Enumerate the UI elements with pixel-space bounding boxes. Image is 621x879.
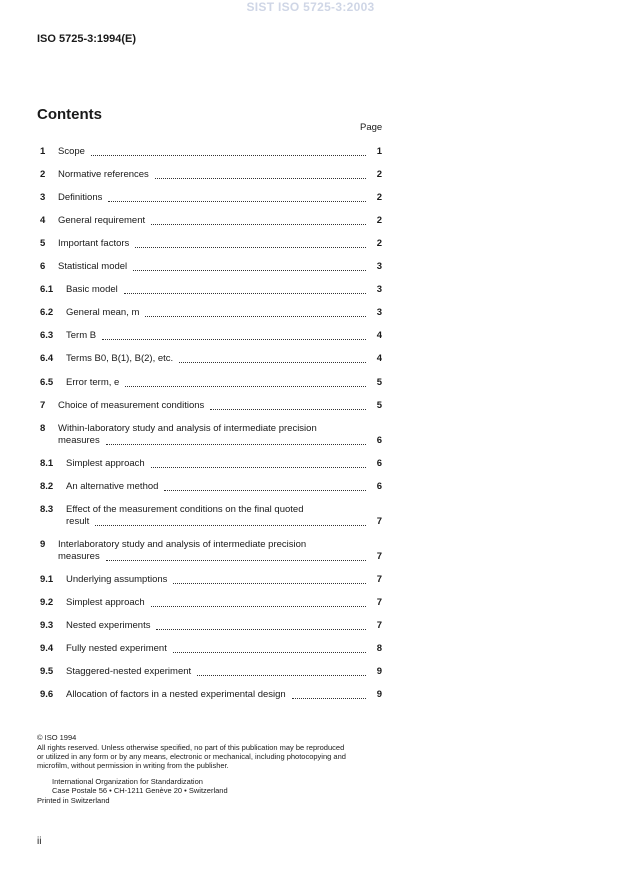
toc-entry-title: Simplest approach [66, 597, 145, 608]
dot-leader [173, 575, 366, 584]
toc-entry-page: 7 [376, 574, 382, 585]
toc-entry[interactable] [40, 643, 382, 655]
dot-leader [133, 262, 366, 271]
toc-entry-page: 9 [376, 666, 382, 677]
dot-leader [164, 482, 366, 491]
toc-entry-title: Term B [66, 330, 97, 341]
toc-entry[interactable] [40, 504, 382, 528]
toc-entry-title-line-1: Effect of the measurement conditions on the final quoted [66, 504, 304, 515]
toc-entry[interactable] [40, 574, 382, 586]
toc-entry-page: 6 [376, 458, 382, 469]
dot-leader [210, 401, 366, 410]
toc-entry-page: 7 [376, 516, 382, 527]
toc-entry[interactable] [40, 666, 382, 678]
toc-entry[interactable] [40, 284, 382, 296]
toc-entry-number: 8.2 [40, 481, 54, 492]
toc-entry-page: 4 [376, 330, 382, 341]
toc-entry[interactable] [40, 597, 382, 609]
toc-entry-title: Simplest approach [66, 458, 145, 469]
watermark: SIST ISO 5725-3:2003 [246, 0, 375, 14]
toc-entry-title: General mean, m [66, 307, 140, 318]
toc-entry-title: Statistical model [58, 261, 128, 272]
toc-entry-title: Terms B0, B(1), B(2), etc. [66, 353, 174, 364]
dot-leader [151, 459, 366, 468]
dot-leader [125, 378, 366, 387]
dot-leader [145, 308, 366, 317]
toc-entry[interactable] [40, 377, 382, 389]
toc-entry-page: 2 [376, 238, 382, 249]
dot-leader [108, 193, 366, 202]
toc-entry[interactable] [40, 620, 382, 632]
toc-entry-number: 6 [40, 261, 46, 272]
toc-entry-page: 7 [376, 620, 382, 631]
dot-leader [106, 436, 366, 445]
toc-entry-title: Underlying assumptions [66, 574, 168, 585]
dot-leader [292, 690, 366, 699]
toc-entry-page: 7 [376, 551, 382, 562]
toc-entry-title: Definitions [58, 192, 103, 203]
toc-entry-page: 3 [376, 284, 382, 295]
rights-line-3: microfilm, without permission in writing from the publisher. [37, 761, 229, 770]
toc-entry-number: 7 [40, 400, 46, 411]
toc-entry-number: 8.1 [40, 458, 54, 469]
toc-entry-number: 1 [40, 146, 46, 157]
toc-entry-number: 9 [40, 539, 46, 550]
toc-entry-title: Choice of measurement conditions [58, 400, 205, 411]
toc-entry-page: 5 [376, 377, 382, 388]
toc-entry-title-line-1: Within-laboratory study and analysis of intermediate precision [58, 423, 317, 434]
toc-entry-number: 9.5 [40, 666, 54, 677]
toc-entry-page: 2 [376, 192, 382, 203]
dot-leader [179, 354, 366, 363]
dot-leader [173, 644, 366, 653]
toc-entry[interactable] [40, 481, 382, 493]
rights-line-2: or utilized in any form or by any means, electronic or mechanical, including photocopying and [37, 752, 346, 761]
toc-entry-number: 2 [40, 169, 46, 180]
toc-entry-number: 6.5 [40, 377, 54, 388]
dot-leader [197, 667, 366, 676]
toc-entry-page: 5 [376, 400, 382, 411]
toc-entry-page: 3 [376, 307, 382, 318]
dot-leader [151, 216, 366, 225]
toc-entry-number: 9.1 [40, 574, 54, 585]
toc-entry-title: Allocation of factors in a nested experimental design [66, 689, 286, 700]
toc-entry-page: 2 [376, 215, 382, 226]
dot-leader [95, 517, 366, 526]
organization-address: Case Postale 56 • CH-1211 Genève 20 • Switzerland [52, 786, 228, 795]
toc-entry[interactable] [40, 261, 382, 273]
toc-entry-page: 3 [376, 261, 382, 272]
contents-title: Contents [37, 106, 102, 123]
dot-leader [91, 147, 366, 156]
toc-entry-number: 6.3 [40, 330, 54, 341]
document-id: ISO 5725-3:1994(E) [37, 33, 137, 45]
toc-entry-title: An alternative method [66, 481, 159, 492]
toc-entry-title: Staggered-nested experiment [66, 666, 192, 677]
dot-leader [124, 285, 366, 294]
toc-entry[interactable] [40, 458, 382, 470]
toc-entry-number: 6.2 [40, 307, 54, 318]
toc-entry-page: 4 [376, 353, 382, 364]
toc-entry-title-line-2: result [66, 516, 90, 527]
toc-entry-number: 8.3 [40, 504, 54, 515]
toc-entry[interactable] [40, 238, 382, 250]
dot-leader [156, 621, 366, 630]
toc-entry[interactable] [40, 330, 382, 342]
organization-name: International Organization for Standardization [52, 777, 203, 786]
toc-entry-number: 4 [40, 215, 46, 226]
page-number: ii [37, 836, 42, 847]
toc-entry-title: Scope [58, 146, 85, 157]
toc-entry[interactable] [40, 423, 382, 447]
toc-entry-number: 6.4 [40, 353, 54, 364]
toc-entry-page: 6 [376, 481, 382, 492]
toc-entry-title: Nested experiments [66, 620, 151, 631]
toc-entry[interactable] [40, 400, 382, 412]
toc-entry-page: 7 [376, 597, 382, 608]
toc-entry[interactable] [40, 192, 382, 204]
copyright-notice: © ISO 1994 [37, 733, 77, 742]
toc-entry-number: 9.6 [40, 689, 54, 700]
toc-entry-page: 8 [376, 643, 382, 654]
toc-entry-title-line-2: measures [58, 551, 100, 562]
toc-entry-number: 9.4 [40, 643, 54, 654]
toc-entry[interactable] [40, 353, 382, 365]
toc-entry[interactable] [40, 169, 382, 181]
toc-entry-number: 3 [40, 192, 46, 203]
toc-entry-title: Fully nested experiment [66, 643, 167, 654]
toc-entry-page: 6 [376, 435, 382, 446]
toc-entry[interactable] [40, 307, 382, 319]
dot-leader [135, 239, 366, 248]
dot-leader [155, 170, 366, 179]
toc-entry-number: 5 [40, 238, 46, 249]
toc-entry-title: Important factors [58, 238, 130, 249]
toc-entry-title-line-1: Interlaboratory study and analysis of intermediate precision [58, 539, 307, 550]
toc-entry-number: 9.3 [40, 620, 54, 631]
toc-entry[interactable] [40, 689, 382, 701]
toc-entry[interactable] [40, 539, 382, 563]
toc-entry-number: 8 [40, 423, 46, 434]
printed-in: Printed in Switzerland [37, 796, 110, 805]
toc-entry-page: 9 [376, 689, 382, 700]
page-column-label: Page [360, 122, 383, 133]
toc-entry-title: Error term, e [66, 377, 120, 388]
toc-entry[interactable] [40, 146, 382, 158]
toc-entry-title-line-2: measures [58, 435, 100, 446]
dot-leader [106, 552, 366, 561]
toc-entry-title: General requirement [58, 215, 146, 226]
toc-entry-page: 2 [376, 169, 382, 180]
dot-leader [151, 598, 366, 607]
toc-entry-title: Basic model [66, 284, 118, 295]
toc-entry[interactable] [40, 215, 382, 227]
rights-line-1: All rights reserved. Unless otherwise specified, no part of this publication may be reproduced [37, 743, 345, 752]
toc-entry-title: Normative references [58, 169, 149, 180]
toc-entry-number: 6.1 [40, 284, 54, 295]
toc-entry-number: 9.2 [40, 597, 54, 608]
toc-entry-page: 1 [376, 146, 382, 157]
dot-leader [102, 331, 366, 340]
